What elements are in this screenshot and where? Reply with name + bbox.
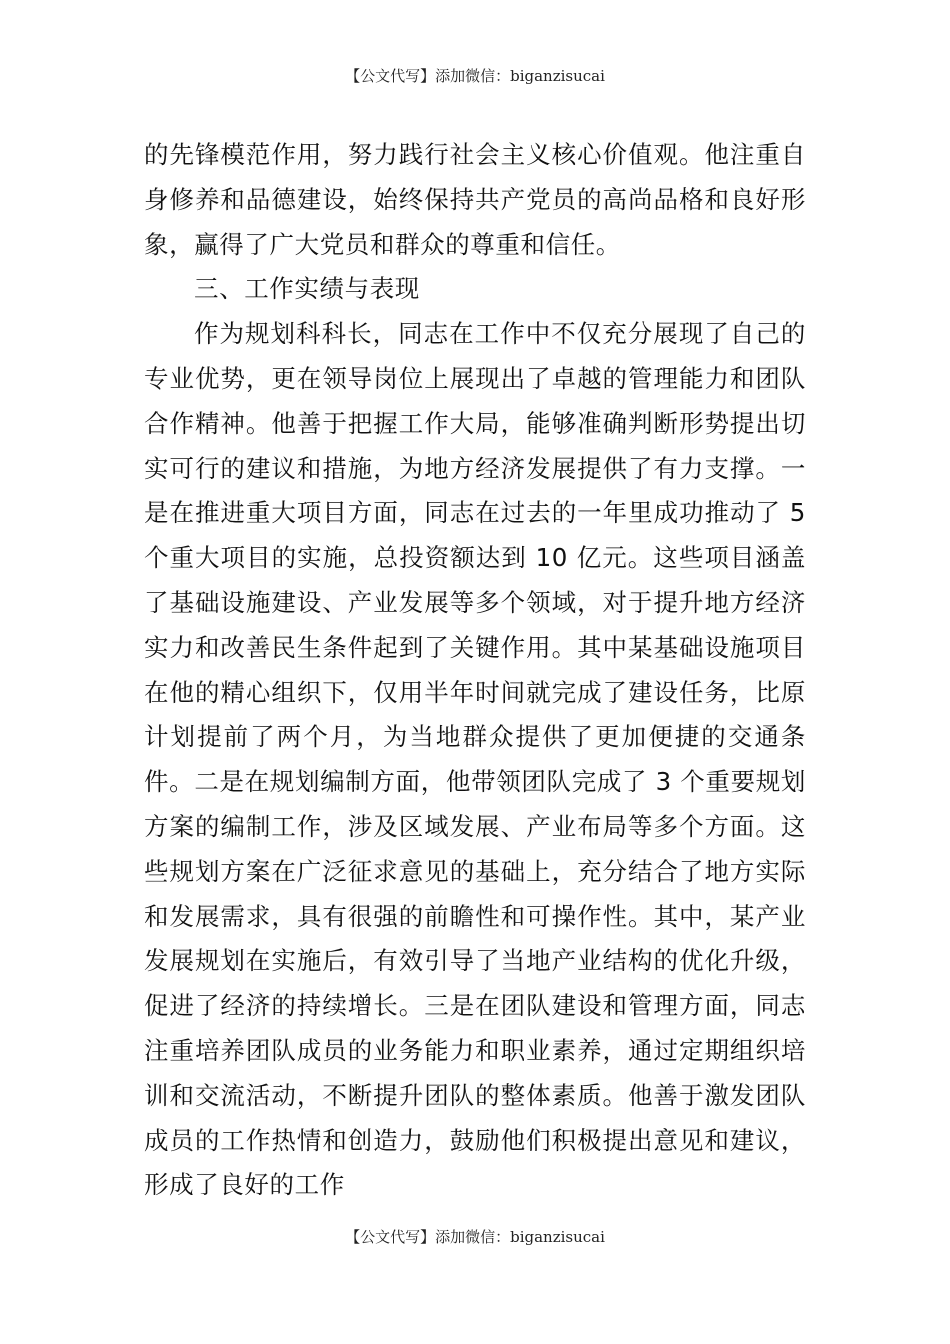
document-body — [144, 133, 806, 1208]
paragraph-work-performance: 作为规划科科长，同志在工作中不仅充分展现了自己的专业优势，更在领导岗位上展现出了卓越的管理能力和团队合作精神。他善于把握工作大局，能够准确判断形势提出切实可行的建议和措施，为地方经济发展提供了有力支撑。一是在推进重大项目方面，同志在过去的一年里成功推动了 5 个重大项目的实施，总投资额达到 10 亿元。这些项目涵盖了基础设施建设、产业发展等多个领域，对于提升地方经济实力和改善民生条件起到了关键作用。其中某基础设施项目在他的精心组织下，仅用半年时间就完成了建设任务，比原计划提前了两个月，为当地群众提供了更加便捷的交通条件。二是在规划编制方面，他带领团队完成了 3 个重要规划方案的编制工作，涉及区域发展、产业布局等多个方面。这些规划方案在广泛征求意见的基础上，充分结合了地方实际和发展需求，具有很强的前瞻性和可操作性。其中，某产业发展规划在实施后，有效引导了当地产业结构的优化升级，促进了经济的持续增长。三是在团队建设和管理方面，同志注重培养团队成员的业务能力和职业素养，通过定期组织培训和交流活动，不断提升团队的整体素质。他善于激发团队成员的工作热情和创造力，鼓励他们积极提出意见和建议，形成了良好的工作 — [144, 319, 806, 1200]
paragraph-continuation: 的先锋模范作用，努力践行社会主义核心价值观。他注重自身修养和品德建设，始终保持共产党员的高尚品格和良好形象，赢得了广大党员和群众的尊重和信任。 — [144, 140, 806, 259]
section-heading: 三、工作实绩与表现 — [194, 274, 420, 304]
page-header: 【公文代写】添加微信：biganzisucai — [345, 67, 605, 85]
page-footer: 【公文代写】添加微信：biganzisucai — [345, 1228, 605, 1246]
